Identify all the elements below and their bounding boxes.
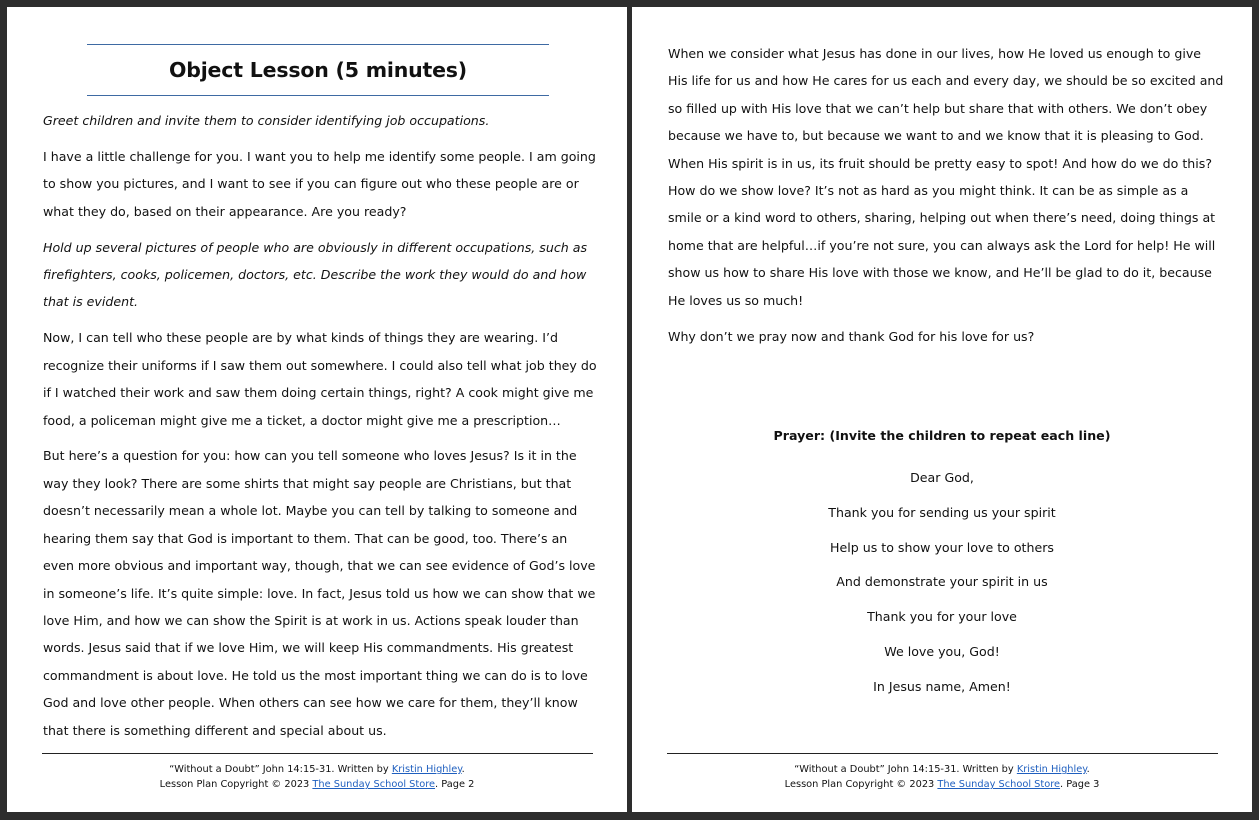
footer-citation: “Without a Doubt” John 14:15-31. Written by <box>169 764 392 775</box>
lesson-body <box>43 107 600 752</box>
prayer-line: And demonstrate your spirit in us <box>836 574 1048 590</box>
prayer-line: We love you, God! <box>884 643 1000 659</box>
author-link[interactable]: Kristin Highley <box>391 764 462 775</box>
script-paragraph: When we consider what Jesus has done in our lives, how He loved us enough to give His life for us and how He cares for us each and every day, we should be so excited and so filled up with His love that we can’t help but share that with others. We don’t obey because we have to, but because we want to and we know that it is pleasing to God. When His spirit is in us, its fruit should be pretty easy to spot! And how do we do this? How do we show love? It’s not as hard as you might think. It can be as simple as a smile or a kind word to others, sharing, helping out when there’s need, doing things at home that are helpful…if you’re not sure, you can always ask the Lord for help! He will show us how to share His love with those we know, and He’ll be glad to do it, because He loves us so much! <box>668 46 1224 308</box>
footer-copyright: Lesson Plan Copyright © 2023 <box>159 779 313 790</box>
instruction-paragraph: Hold up several pictures of people who are obviously in different occupations, such as firefighters, cooks, policemen, doctors, etc. Describe the work they would do and how that is evident. <box>43 239 588 310</box>
prayer-heading: Prayer: (Invite the children to repeat each line) <box>773 428 1111 443</box>
author-link[interactable]: Kristin Highley <box>1016 764 1087 775</box>
prayer-line: Thank you for sending us your spirit <box>828 504 1056 520</box>
page-footer <box>632 762 1252 792</box>
script-paragraph: But here’s a question for you: how can you tell someone who loves Jesus? Is it in the way they look? There are some shirts that might say people are Christians, but that doesn’t necessarily mean a whole lot. Maybe you can tell by talking to someone and hearing them say that God is important to them. That can be good, too. There’s an even more obvious and important way, though, that we can see evidence of God’s love in someone’s life. It’s quite simple: love. In fact, Jesus told us how we can show that we love Him, and how we can show the Spirit is at work in us. Actions speak louder than words. Jesus said that if we love Him, we will keep His commandments. His greatest commandment is about love. He told us the most important thing we can do is to love God and love other people. When others can see how we care for them, they’ll know that there is something different and special about us. <box>43 448 596 738</box>
footer-punct: . <box>1086 764 1090 775</box>
footer-line-2 <box>7 777 627 792</box>
store-link[interactable]: The Sunday School Store <box>937 779 1061 790</box>
instruction-paragraph: Greet children and invite them to consider identifying job occupations. <box>43 113 490 128</box>
page-number: . Page 3 <box>1060 779 1100 790</box>
store-link[interactable]: The Sunday School Store <box>312 779 436 790</box>
footer-divider <box>667 753 1218 754</box>
page-footer <box>7 762 627 792</box>
prayer-line: Help us to show your love to others <box>830 539 1054 555</box>
script-paragraph: I have a little challenge for you. I want you to help me identify some people. I am going to show you pictures, and I want to see if you can figure out who these people are or what they do, based on their appearance. Are you ready? <box>43 148 596 219</box>
footer-punct: . <box>461 764 465 775</box>
section-title: Object Lesson (5 minutes) <box>169 58 467 82</box>
section-title-box <box>87 44 549 96</box>
footer-citation: “Without a Doubt” John 14:15-31. Written by <box>794 764 1017 775</box>
footer-copyright: Lesson Plan Copyright © 2023 <box>784 779 938 790</box>
footer-line-2 <box>632 777 1252 792</box>
footer-line-1 <box>632 762 1252 777</box>
prayer-line: Dear God, <box>910 470 974 485</box>
page-3 <box>632 7 1252 812</box>
lesson-body <box>668 40 1224 358</box>
page-2 <box>7 7 627 812</box>
script-paragraph: Why don’t we pray now and thank God for his love for us? <box>668 328 1035 344</box>
page-number: . Page 2 <box>435 779 475 790</box>
script-paragraph: Now, I can tell who these people are by what kinds of things they are wearing. I’d recognize their uniforms if I saw them out somewhere. I could also tell what job they do if I watched their work and saw them doing certain things, right? A cook might give me food, a policeman might give me a ticket, a doctor might give me a prescription… <box>43 330 597 428</box>
prayer-line: In Jesus name, Amen! <box>873 678 1011 694</box>
footer-divider <box>42 753 593 754</box>
prayer-line: Thank you for your love <box>867 609 1017 625</box>
prayer-section <box>632 427 1252 705</box>
footer-line-1 <box>7 762 627 777</box>
